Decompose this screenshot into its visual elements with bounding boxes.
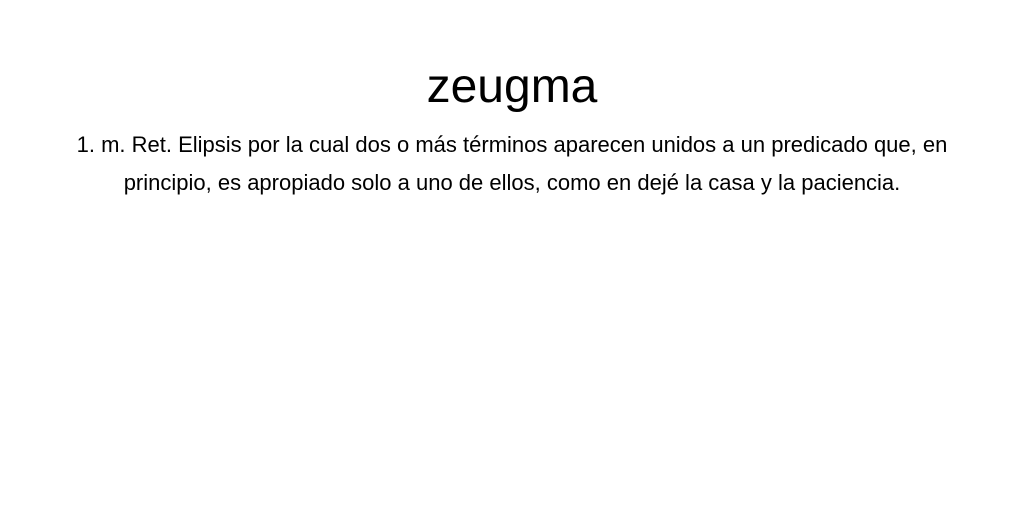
definition-text: 1. m. Ret. Elipsis por la cual dos o más términos aparecen unidos a un predicado que, en principio, es apropiado solo a uno de ellos, como en dejé la casa y la paciencia. bbox=[76, 132, 948, 195]
headword: zeugma bbox=[426, 60, 598, 113]
